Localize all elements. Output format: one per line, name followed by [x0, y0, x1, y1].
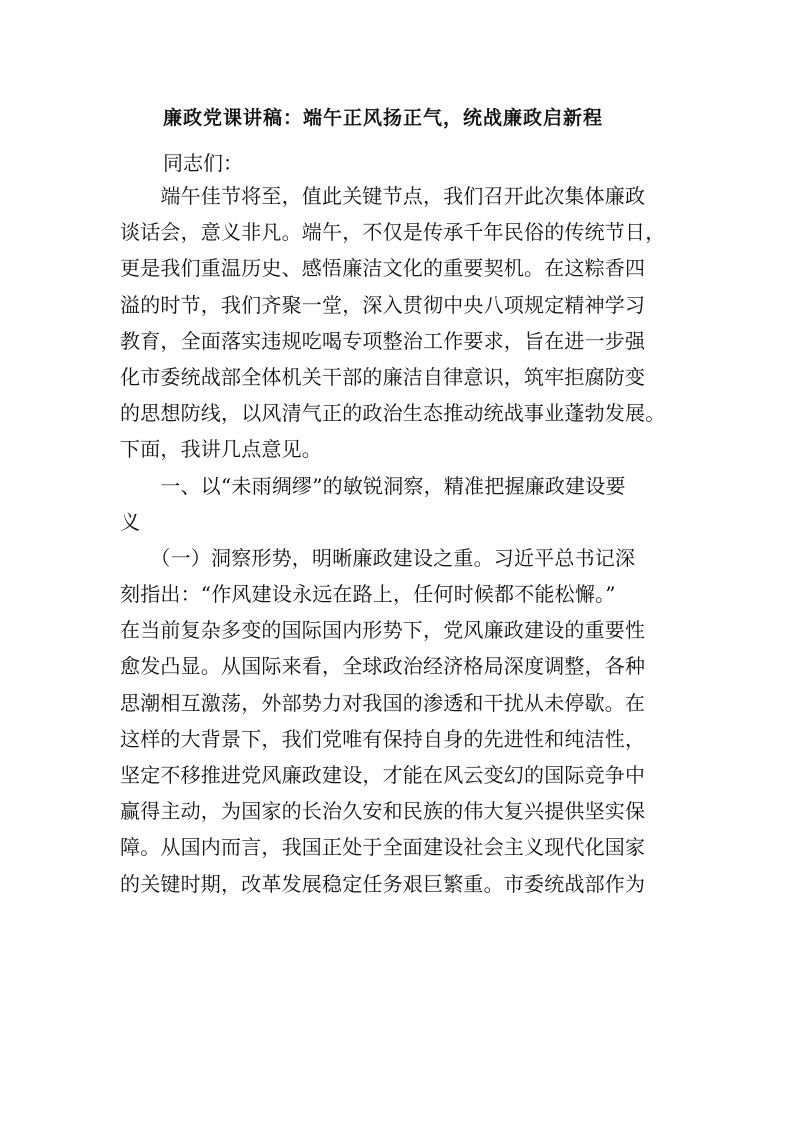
document-title: 廉政党课讲稿：端午正风扬正气，统战廉政启新程: [163, 107, 604, 129]
body-line: 溢的时节，我们齐聚一堂，深入贯彻中央八项规定精神学习: [120, 292, 646, 317]
body-line: 的思想防线，以风清气正的政治生态推动统战事业蓬勃发展。: [120, 401, 666, 426]
body-line: 下面，我讲几点意见。: [120, 437, 322, 462]
section-heading-line: 义: [120, 509, 141, 534]
salutation: 同志们：: [163, 151, 243, 175]
body-line: 赢得主动，为国家的长治久安和民族的伟大复兴提供坚实保: [120, 799, 646, 824]
body-line: 教育，全面落实违规吃喝专项整治工作要求，旨在进一步强: [120, 328, 646, 353]
body-line: 障。从国内而言，我国正处于全面建设社会主义现代化国家: [120, 835, 646, 860]
document-body: [120, 178, 700, 902]
body-line: （一）洞察形势，明晰廉政建设之重。习近平总书记深: [120, 545, 636, 570]
body-line: 端午佳节将至，值此关键节点，我们召开此次集体廉政: [120, 184, 646, 208]
body-line: 这样的大背景下，我们党唯有保持自身的先进性和纯洁性，: [120, 726, 646, 751]
body-line: 思潮相互激荡，外部势力对我国的渗透和干扰从未停歇。在: [120, 690, 646, 715]
body-line: 在当前复杂多变的国际国内形势下，党风廉政建设的重要性: [120, 618, 646, 643]
body-line: 愈发凸显。从国际来看，全球政治经济格局深度调整，各种: [120, 654, 646, 679]
body-line: 坚定不移推进党风廉政建设，才能在风云变幻的国际竞争中: [120, 763, 646, 787]
body-line: 谈话会，意义非凡。端午，不仅是传承千年民俗的传统节日，: [120, 220, 666, 245]
body-line: 化市委统战部全体机关干部的廉洁自律意识，筑牢拒腐防变: [120, 364, 646, 389]
body-line: 更是我们重温历史、感悟廉洁文化的重要契机。在这粽香四: [120, 256, 646, 281]
body-line: 的关键时期，改革发展稳定任务艰巨繁重。市委统战部作为: [120, 871, 646, 896]
body-line: 刻指出：“作风建设永远在路上，任何时候都不能松懈。”: [120, 582, 616, 607]
section-heading-line: 一、以“未雨绸缪”的敏锐洞察，精准把握廉政建设要: [120, 473, 626, 498]
